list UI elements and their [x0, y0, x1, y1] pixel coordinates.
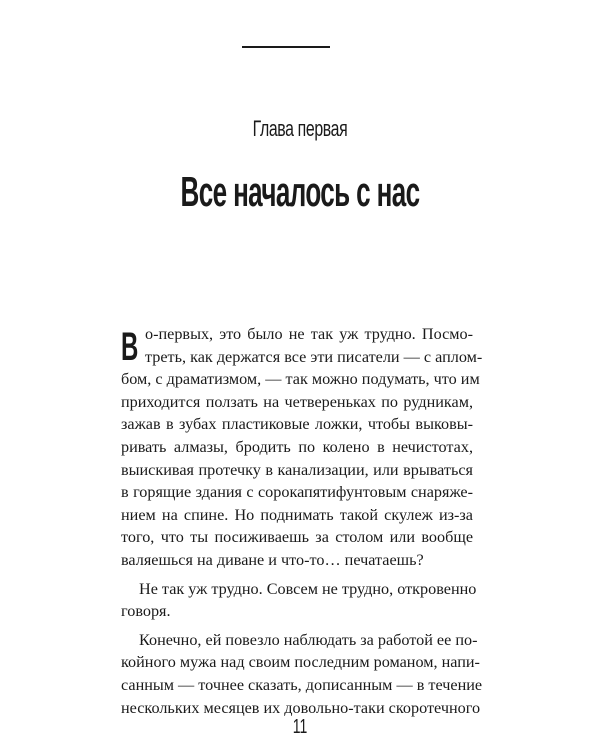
text-line: говоря. [121, 602, 171, 621]
text-line: треть, как держатся все эти писатели — с аплом- [145, 347, 483, 366]
text-line: приходится ползать на четвереньках по рудникам, [121, 392, 473, 411]
top-rule [242, 46, 330, 48]
text-line: санным — точнее сказать, дописанным — в течение [121, 675, 483, 694]
text-line: в горящие здания с сорокапятифунтовым снаряже- [121, 483, 473, 502]
drop-cap: В [121, 325, 139, 369]
paragraph-2 [121, 578, 477, 623]
text-line: валяешься на диване и что-то… печатаешь? [121, 550, 424, 569]
text-line: нескольких месяцев их довольно-таки скоротечного [121, 698, 481, 717]
page-number: 11 [292, 716, 308, 738]
chapter-label: Глава первая [252, 116, 348, 141]
text-line: Конечно, ей повезло наблюдать за работой ее по- [139, 630, 478, 649]
text-line: нием на спине. Но поднимать такой скулеж из-за [121, 505, 473, 524]
text-line: зажав в зубах пластиковые ложки, чтобы выковы- [121, 415, 473, 434]
text-line: того, что ты посиживаешь за столом или вообще [121, 528, 473, 547]
body-text [121, 323, 483, 719]
text-line: койного мужа над своим последним романом, напи- [121, 653, 480, 672]
paragraph-1 [121, 323, 483, 572]
text-line: ривать алмазы, бродить по колено в нечистотах, [121, 437, 473, 456]
text-line: выискивая протечку в канализации, или врываться [121, 460, 473, 479]
chapter-title: Все началось с нас [180, 168, 420, 215]
paragraph-3 [121, 629, 483, 719]
text-line: о-первых, это было не так уж трудно. Посмо- [145, 325, 473, 343]
text-line: бом, с драматизмом, — так можно подумать, что им [121, 370, 480, 389]
text-line: Не так уж трудно. Совсем не трудно, откровенно [139, 579, 477, 598]
